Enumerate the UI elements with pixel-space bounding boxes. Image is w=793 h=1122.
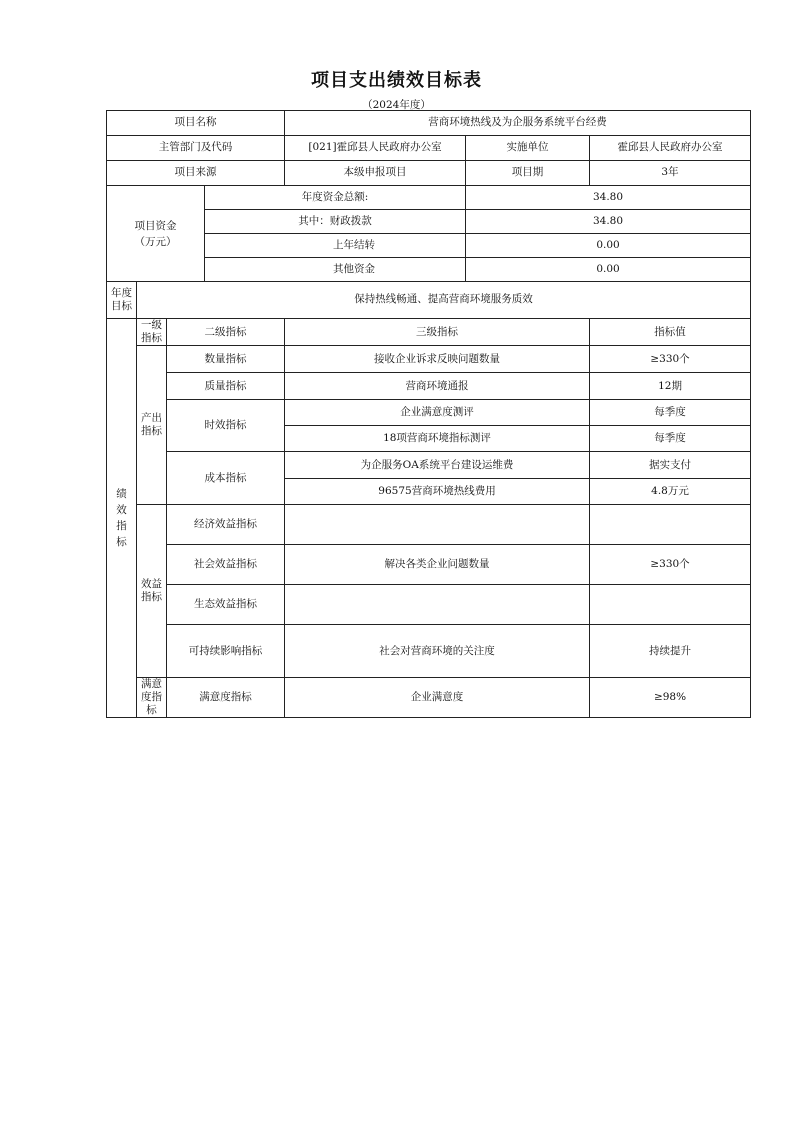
ecological-benefit-indicator (285, 585, 590, 625)
project-funds-label: 项目资金（万元） (107, 186, 205, 282)
timeliness-indicator-name-2: 18项营商环境指标测评 (285, 426, 590, 452)
funds-other-value: 0.00 (466, 258, 751, 282)
sustainable-impact-indicator: 社会对营商环境的关注度 (285, 625, 590, 678)
funds-other-label: 其他资金 (205, 258, 466, 282)
quantity-indicator-label: 数量指标 (167, 346, 285, 373)
timeliness-indicator-value-2: 每季度 (590, 426, 751, 452)
timeliness-indicator-value-1: 每季度 (590, 400, 751, 426)
cost-indicator-name-2: 96575营商环境热线费用 (285, 479, 590, 505)
header-level3: 三级指标 (285, 319, 590, 346)
department-label: 主管部门及代码 (107, 136, 285, 161)
timeliness-indicator-label: 时效指标 (167, 400, 285, 452)
annual-goal-row (107, 282, 751, 319)
output-quality-row (107, 373, 751, 400)
project-name-value: 营商环境热线及为企服务系统平台经费 (285, 111, 751, 136)
performance-indicators-label: 绩效指标 (107, 319, 137, 718)
performance-goal-table (106, 110, 751, 718)
department-value: [021]霍邱县人民政府办公室 (285, 136, 466, 161)
benefit-ecological-row (107, 585, 751, 625)
satisfaction-level1-label: 满意度指标 (137, 678, 167, 718)
cost-indicator-label: 成本指标 (167, 452, 285, 505)
funds-carryover-value: 0.00 (466, 234, 751, 258)
implementing-unit-value: 霍邱县人民政府办公室 (590, 136, 751, 161)
quality-indicator-name: 营商环境通报 (285, 373, 590, 400)
satisfaction-level2-label: 满意度指标 (167, 678, 285, 718)
funds-row-total (107, 186, 751, 210)
fiscal-year-subtitle: （2024年度） (362, 99, 431, 111)
cost-indicator-value-1: 据实支付 (590, 452, 751, 479)
timeliness-indicator-name-1: 企业满意度测评 (285, 400, 590, 426)
benefit-social-row (107, 545, 751, 585)
project-name-label: 项目名称 (107, 111, 285, 136)
funds-total-value: 34.80 (466, 186, 751, 210)
economic-benefit-value (590, 505, 751, 545)
sustainable-impact-value: 持续提升 (590, 625, 751, 678)
funds-fiscal-label: 其中：财政拨款 (205, 210, 466, 234)
quality-indicator-value: 12期 (590, 373, 751, 400)
benefit-indicators-label: 效益指标 (137, 505, 167, 678)
quantity-indicator-name: 接收企业诉求反映问题数量 (285, 346, 590, 373)
project-source-row (107, 161, 751, 186)
funds-total-label: 年度资金总额: (205, 186, 466, 210)
ecological-benefit-value (590, 585, 751, 625)
cost-indicator-name-1: 为企服务OA系统平台建设运维费 (285, 452, 590, 479)
department-row (107, 136, 751, 161)
quantity-indicator-value: ≥330个 (590, 346, 751, 373)
output-cost-row-1 (107, 452, 751, 479)
ecological-benefit-label: 生态效益指标 (167, 585, 285, 625)
project-name-row (107, 111, 751, 136)
project-source-label: 项目来源 (107, 161, 285, 186)
page-title: 项目支出绩效目标表 (311, 70, 482, 91)
satisfaction-indicator: 企业满意度 (285, 678, 590, 718)
project-source-value: 本级申报项目 (285, 161, 466, 186)
annual-goal-value: 保持热线畅通、提高营商环境服务质效 (137, 282, 751, 319)
header-indicator-value: 指标值 (590, 319, 751, 346)
header-level2: 二级指标 (167, 319, 285, 346)
funds-fiscal-value: 34.80 (466, 210, 751, 234)
performance-header-row (107, 319, 751, 346)
output-indicators-label: 产出指标 (137, 346, 167, 505)
project-period-value: 3年 (590, 161, 751, 186)
implementing-unit-label: 实施单位 (466, 136, 590, 161)
satisfaction-row (107, 678, 751, 718)
economic-benefit-label: 经济效益指标 (167, 505, 285, 545)
project-period-label: 项目期 (466, 161, 590, 186)
social-benefit-value: ≥330个 (590, 545, 751, 585)
cost-indicator-value-2: 4.8万元 (590, 479, 751, 505)
benefit-sustainable-row (107, 625, 751, 678)
sustainable-impact-label: 可持续影响指标 (167, 625, 285, 678)
header-level1: 一级指标 (137, 319, 167, 346)
annual-goal-label: 年度目标 (107, 282, 137, 319)
funds-carryover-label: 上年结转 (205, 234, 466, 258)
social-benefit-label: 社会效益指标 (167, 545, 285, 585)
benefit-economic-row (107, 505, 751, 545)
satisfaction-value: ≥98% (590, 678, 751, 718)
social-benefit-indicator: 解决各类企业问题数量 (285, 545, 590, 585)
output-quantity-row (107, 346, 751, 373)
quality-indicator-label: 质量指标 (167, 373, 285, 400)
output-timeliness-row-1 (107, 400, 751, 426)
economic-benefit-indicator (285, 505, 590, 545)
